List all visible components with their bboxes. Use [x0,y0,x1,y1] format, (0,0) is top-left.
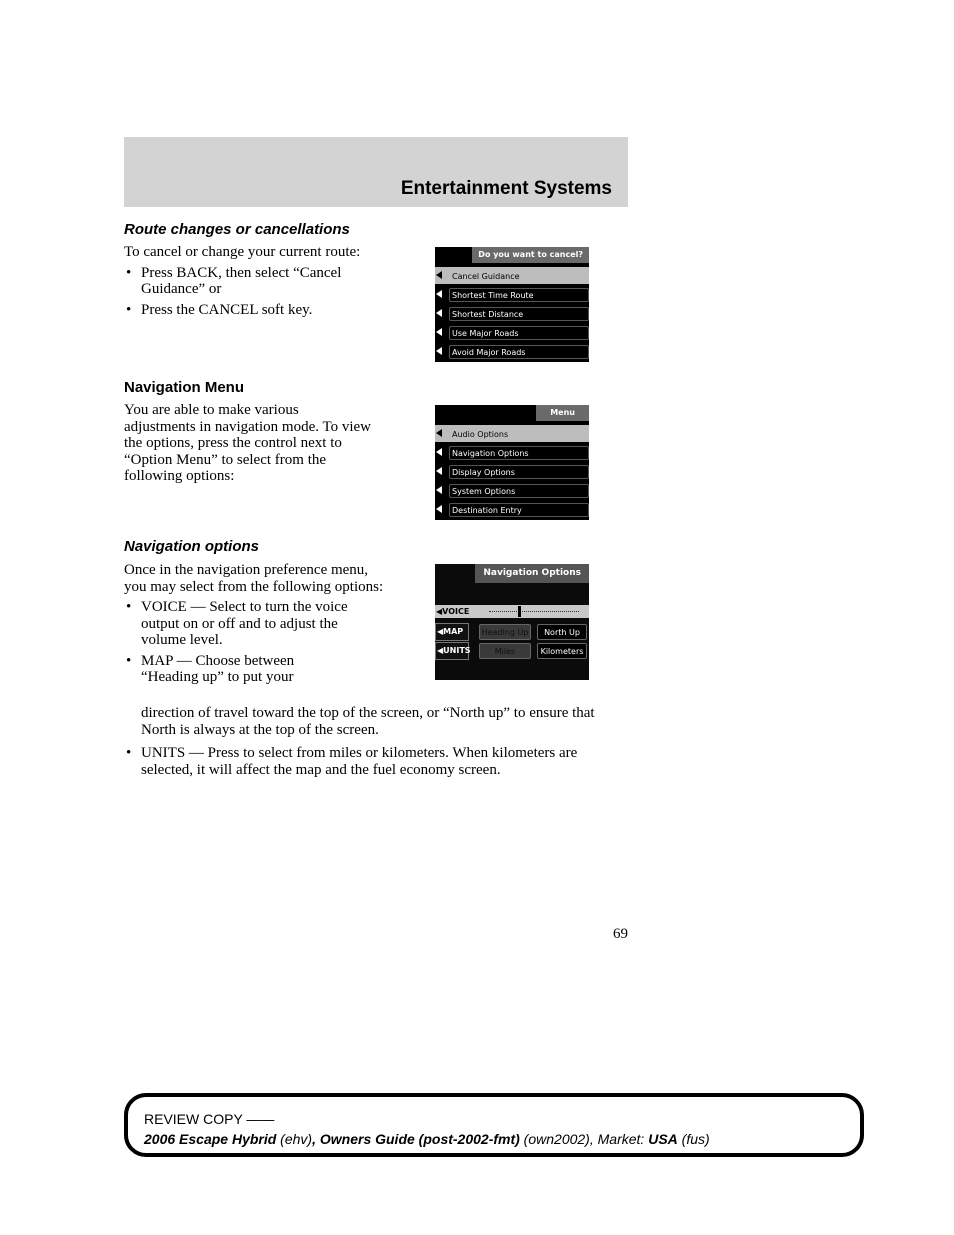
menu-item-audio-options[interactable] [435,425,589,442]
kilometers-button[interactable]: Kilometers [537,643,587,659]
units-side-key[interactable]: ◀UNITS [435,642,469,660]
market-label: , Market: [589,1131,649,1147]
screen-title: Do you want to cancel? [472,247,589,263]
map-side-key[interactable]: ◀MAP [435,623,469,641]
market-name: USA [648,1131,678,1147]
arrow-left-icon [436,328,442,336]
screen-title: Menu [536,405,589,421]
page-number: 69 [613,926,628,942]
cancel-guidance-screen [435,247,589,362]
section-header-band [124,137,628,207]
menu-item-use-major-roads[interactable] [435,324,589,341]
volume-track [489,611,579,612]
route-changes-intro: To cancel or change your current route: [124,244,361,260]
navigation-menu-text: You are able to make various adjustments in navigation mode. To view the options, press the control next to “Option Menu” to select from the following options: [124,402,371,484]
guide-name: , Owners Guide (post-2002-fmt) [312,1131,520,1147]
document-info [144,1131,710,1147]
navigation-options-heading: Navigation options [124,538,259,555]
review-copy-label: REVIEW COPY —— [144,1111,275,1127]
menu-item-navigation-options[interactable] [435,444,589,461]
voice-label: ◀VOICE [436,607,470,616]
menu-item-label: Audio Options [449,427,589,441]
units-bullet [124,745,614,778]
list-item: • MAP — Choose between “Heading up” to put your [124,653,326,686]
menu-item-label: Use Major Roads [449,326,589,340]
section-title: Entertainment Systems [400,178,612,199]
navigation-options-text [124,562,384,686]
guide-code: (own2002) [519,1131,590,1147]
menu-item-avoid-major-roads[interactable] [435,343,589,360]
menu-item-shortest-time-route[interactable] [435,286,589,303]
arrow-left-icon [436,309,442,317]
heading-up-button[interactable]: Heading Up [479,624,531,640]
review-copy-footer [124,1093,864,1157]
menu-item-label: Shortest Time Route [449,288,589,302]
route-changes-text [124,244,374,318]
menu-item-label: System Options [449,484,589,498]
miles-button[interactable]: Miles [479,643,531,659]
options-menu-screen [435,405,589,520]
menu-item-destination-entry[interactable] [435,501,589,518]
menu-item-display-options[interactable] [435,463,589,480]
model-code: (ehv) [276,1131,313,1147]
menu-item-label: Shortest Distance [449,307,589,321]
menu-item-label: Cancel Guidance [449,269,589,283]
list-item: • VOICE — Select to turn the voice output on or off and to adjust the volume level. [124,599,384,649]
menu-item-label: Avoid Major Roads [449,345,589,359]
menu-item-shortest-distance[interactable] [435,305,589,322]
menu-item-cancel-guidance[interactable] [435,267,589,284]
screen-title: Navigation Options [475,564,589,583]
menu-item-label: Navigation Options [449,446,589,460]
arrow-left-icon [436,429,442,437]
map-bullet-continuation: direction of travel toward the top of the screen, or “North up” to ensure that North is always at the top of the screen. [141,705,595,738]
arrow-left-icon [436,347,442,355]
north-up-button[interactable]: North Up [537,624,587,640]
list-item: • Press BACK, then select “Cancel Guidance” or [124,265,374,298]
route-changes-heading: Route changes or cancellations [124,221,350,238]
list-item: • UNITS — Press to select from miles or kilometers. When kilometers are selected, it will affect the map and the fuel economy screen. [124,745,614,778]
arrow-left-icon [436,290,442,298]
navigation-menu-heading: Navigation Menu [124,379,245,396]
navigation-options-screen [435,564,589,680]
market-code: (fus) [677,1131,710,1147]
menu-item-label: Display Options [449,465,589,479]
arrow-left-icon [436,448,442,456]
arrow-left-icon [436,505,442,513]
arrow-left-icon [436,467,442,475]
arrow-left-icon [436,486,442,494]
voice-volume-slider[interactable] [435,605,589,618]
menu-item-label: Destination Entry [449,503,589,517]
model-name: 2006 Escape Hybrid [144,1131,277,1147]
navigation-options-intro: Once in the navigation preference menu, you may select from the following options: [124,562,384,595]
arrow-left-icon [436,271,442,279]
volume-handle[interactable] [518,606,521,617]
menu-item-system-options[interactable] [435,482,589,499]
list-item: • Press the CANCEL soft key. [124,302,374,319]
